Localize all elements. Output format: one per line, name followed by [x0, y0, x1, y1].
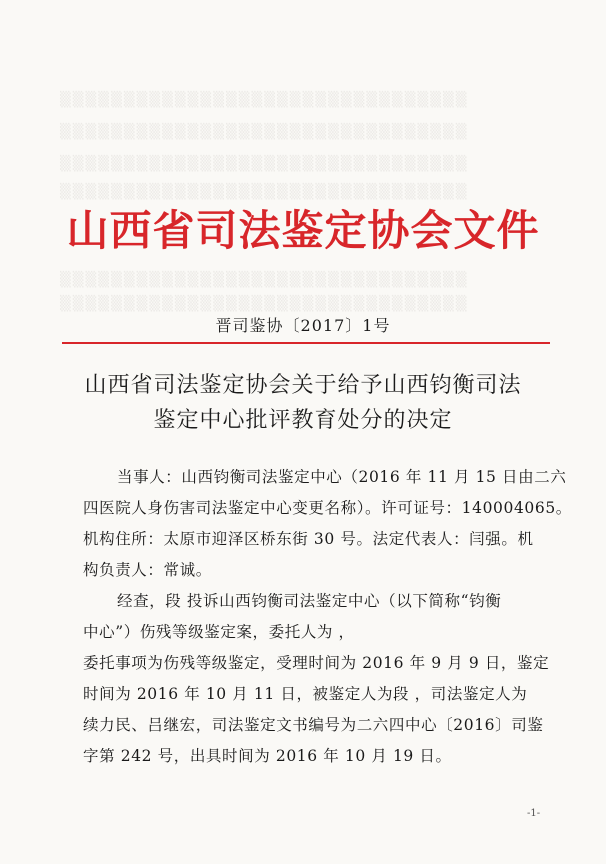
bleed-through-text: ▒▒▒▒▒▒▒▒▒▒▒▒▒▒▒▒▒▒▒▒▒▒▒▒▒▒▒▒▒▒▒▒ — [60, 92, 469, 108]
body-text-line: 时间为 2016 年 10 月 11 日，被鉴定人为段 ，司法鉴定人为 — [83, 685, 528, 703]
body-text-line: 构负责人：常诚。 — [83, 561, 212, 579]
bleed-through-text: ▒▒▒▒▒▒▒▒▒▒▒▒▒▒▒▒▒▒▒▒▒▒▒▒▒▒▒▒▒▒▒▒ — [60, 124, 469, 140]
page-number: -1- — [527, 808, 541, 819]
body-text-line: 委托事项为伤残等级鉴定，受理时间为 2016 年 9 月 9 日，鉴定 — [83, 654, 550, 672]
body-text-line: 当事人：山西钧衡司法鉴定中心（2016 年 11 月 15 日由二六 — [117, 468, 567, 486]
body-text-line: 中心”）伤残等级鉴定案，委托人为 ， — [83, 623, 355, 641]
body-text-line: 续力民、吕继宏，司法鉴定文书编号为二六四中心〔2016〕司鉴 — [83, 716, 544, 734]
body-text-line: 四医院人身伤害司法鉴定中心变更名称）。许可证号：140004065。 — [83, 499, 572, 517]
bleed-through-text: ▒▒▒▒▒▒▒▒▒▒▒▒▒▒▒▒▒▒▒▒▒▒▒▒▒▒▒▒▒▒▒▒ — [60, 272, 469, 288]
bleed-through-text: ▒▒▒▒▒▒▒▒▒▒▒▒▒▒▒▒▒▒▒▒▒▒▒▒▒▒▒▒▒▒▒▒ — [60, 184, 469, 200]
bleed-through-text: ▒▒▒▒▒▒▒▒▒▒▒▒▒▒▒▒▒▒▒▒▒▒▒▒▒▒▒▒▒▒▒▒ — [60, 296, 469, 312]
red-divider-line — [62, 342, 550, 344]
decision-title-line-1: 山西省司法鉴定协会关于给予山西钧衡司法 — [84, 373, 522, 398]
decision-title-line-2: 鉴定中心批评教育处分的决定 — [153, 408, 453, 433]
bleed-through-text: ▒▒▒▒▒▒▒▒▒▒▒▒▒▒▒▒▒▒▒▒▒▒▒▒▒▒▒▒▒▒▒▒ — [60, 156, 469, 172]
document-number: 晋司鉴协〔2017〕1号 — [215, 316, 391, 335]
body-text-line: 字第 242 号，出具时间为 2016 年 10 月 19 日。 — [83, 747, 452, 765]
body-text-line: 经查，段 投诉山西钧衡司法鉴定中心（以下简称“钧衡 — [117, 592, 502, 610]
body-text-line: 机构住所：太原市迎泽区桥东街 30 号。法定代表人：闫强。机 — [83, 530, 534, 548]
document-header-title: 山西省司法鉴定协会文件 — [66, 206, 540, 255]
